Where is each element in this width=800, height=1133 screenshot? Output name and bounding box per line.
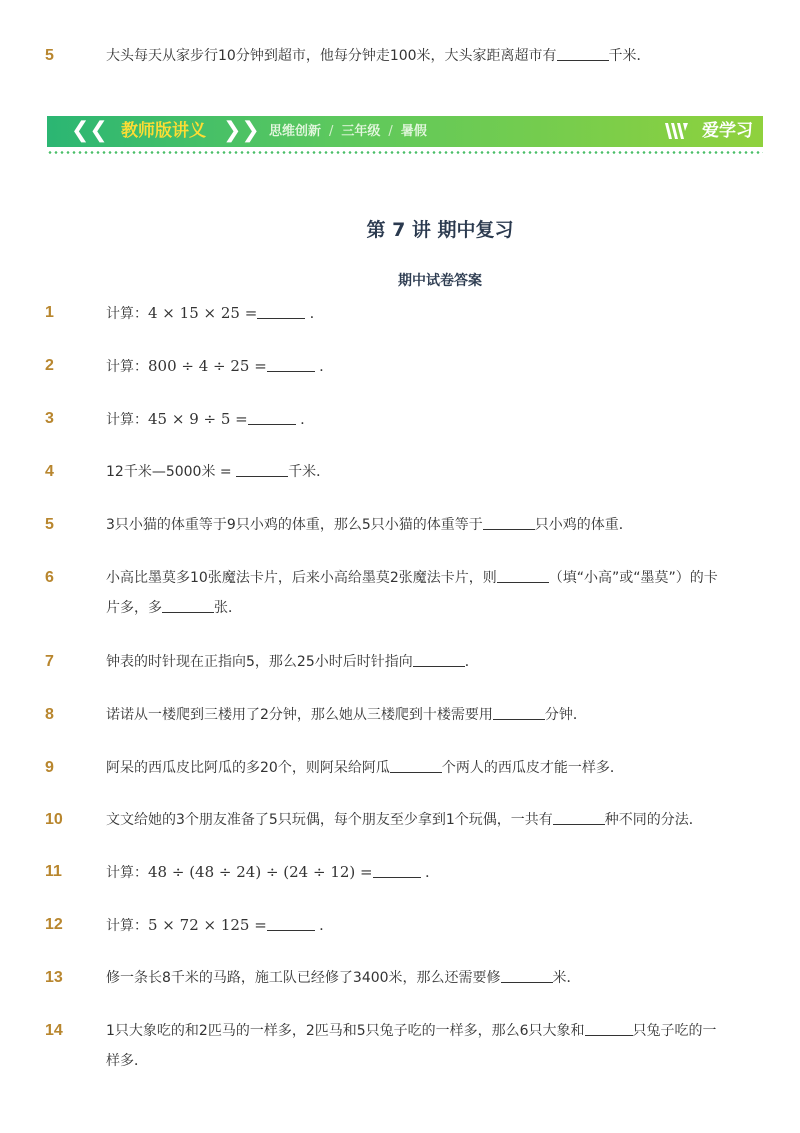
- question-number: 5: [45, 47, 54, 64]
- answer-blank[interactable]: [390, 758, 442, 773]
- breadcrumb: [269, 123, 427, 141]
- question-number: 5: [45, 516, 54, 533]
- question-number: 4: [45, 463, 54, 480]
- question-text: 阿呆的西瓜皮比阿瓜的多20个，则阿呆给阿瓜 个两人的西瓜皮才能一样多．: [106, 760, 624, 776]
- answer-blank[interactable]: [373, 863, 421, 878]
- question-number: 13: [45, 969, 63, 986]
- logo-text: 爱学习: [702, 121, 753, 141]
- header-banner: [47, 116, 763, 147]
- breadcrumb-item: 三年级: [341, 124, 381, 139]
- answer-blank[interactable]: [497, 568, 549, 583]
- answer-blank[interactable]: [483, 515, 535, 530]
- chevron-left-icon: ❮❮: [71, 118, 108, 143]
- answer-blank[interactable]: [248, 410, 296, 425]
- answer-blank[interactable]: [413, 652, 465, 667]
- question-number: 12: [45, 916, 63, 933]
- answer-blank[interactable]: [267, 357, 315, 372]
- answer-blank[interactable]: [267, 916, 315, 931]
- question-number: 10: [45, 811, 63, 828]
- math-expression: 45 × 9 ÷ 5 =: [148, 410, 248, 428]
- answer-blank[interactable]: [501, 968, 553, 983]
- breadcrumb-separator: /: [329, 124, 334, 139]
- banner-divider: [47, 151, 763, 154]
- answer-blank[interactable]: [493, 705, 545, 720]
- math-expression: 48 ÷ (48 ÷ 24) ÷ (24 ÷ 12) =: [148, 863, 373, 881]
- answer-blank[interactable]: [236, 462, 288, 477]
- math-expression: 5 × 72 × 125 =: [148, 916, 267, 934]
- math-expression: 4 × 15 × 25 =: [148, 304, 258, 322]
- question-text: 计算：45 × 9 ÷ 5 = ．: [106, 410, 315, 428]
- question-text: 计算：48 ÷ (48 ÷ 24) ÷ (24 ÷ 12) = ．: [106, 863, 440, 881]
- question-text: 计算：4 × 15 × 25 = ．: [106, 304, 324, 322]
- section-subtitle: 期中试卷答案: [398, 273, 482, 289]
- answer-blank[interactable]: [585, 1021, 633, 1036]
- question-text: 文文给她的3个朋友准备了5只玩偶，每个朋友至少拿到1个玩偶，一共有 种不同的分法．: [106, 812, 703, 828]
- breadcrumb-item: 思维创新: [269, 124, 322, 139]
- question-text: 12千米—5000米 = 千米．: [106, 464, 331, 480]
- question-number: 7: [45, 653, 54, 670]
- math-expression: 800 ÷ 4 ÷ 25 =: [148, 357, 267, 375]
- question-number: 11: [45, 863, 62, 880]
- lecture-title: 第 7 讲 期中复习: [366, 219, 514, 241]
- answer-blank[interactable]: [257, 304, 305, 319]
- answer-blank[interactable]: [557, 46, 609, 61]
- question-number: 3: [45, 410, 54, 427]
- question-number: 14: [45, 1022, 63, 1039]
- answer-blank[interactable]: [162, 598, 214, 613]
- question-text: 大头每天从家步行10分钟到超市，他每分钟走100米，大头家距离超市有 千米．: [106, 48, 651, 64]
- question-number: 2: [45, 357, 54, 374]
- question-text: 3只小猫的体重等于9只小鸡的体重，那么5只小猫的体重等于 只小鸡的体重．: [106, 517, 633, 533]
- breadcrumb-separator: /: [388, 124, 393, 139]
- question-number: 6: [45, 569, 54, 586]
- question-text: 小高比墨莫多10张魔法卡片，后来小高给墨莫2张魔法卡片，则 （填“小高”或“墨莫”）的卡片多，多 张．: [106, 570, 718, 616]
- question-text: 计算：5 × 72 × 125 = ．: [106, 916, 334, 934]
- answer-blank[interactable]: [553, 810, 605, 825]
- question-number: 9: [45, 759, 54, 776]
- question-text: 诺诺从一楼爬到三楼用了2分钟，那么她从三楼爬到十楼需要用 分钟．: [106, 707, 587, 723]
- question-number: 1: [45, 304, 54, 321]
- question-text: 修一条长8千米的马路，施工队已经修了3400米，那么还需要修 米．: [106, 970, 581, 986]
- chevron-right-icon: ❯❯: [223, 118, 260, 143]
- question-text: 1只大象吃的和2匹马的一样多，2匹马和5只兔子吃的一样多，那么6只大象和 只兔子吃的一样多．: [106, 1023, 717, 1069]
- logo-icon: [663, 120, 689, 142]
- question-text: 钟表的时针现在正指向5，那么25小时后时针指向 ．: [106, 654, 479, 670]
- banner-brand: 教师版讲义: [121, 121, 206, 141]
- question-number: 8: [45, 706, 54, 723]
- question-text: 计算：800 ÷ 4 ÷ 25 = ．: [106, 357, 334, 375]
- breadcrumb-item: 暑假: [400, 124, 427, 139]
